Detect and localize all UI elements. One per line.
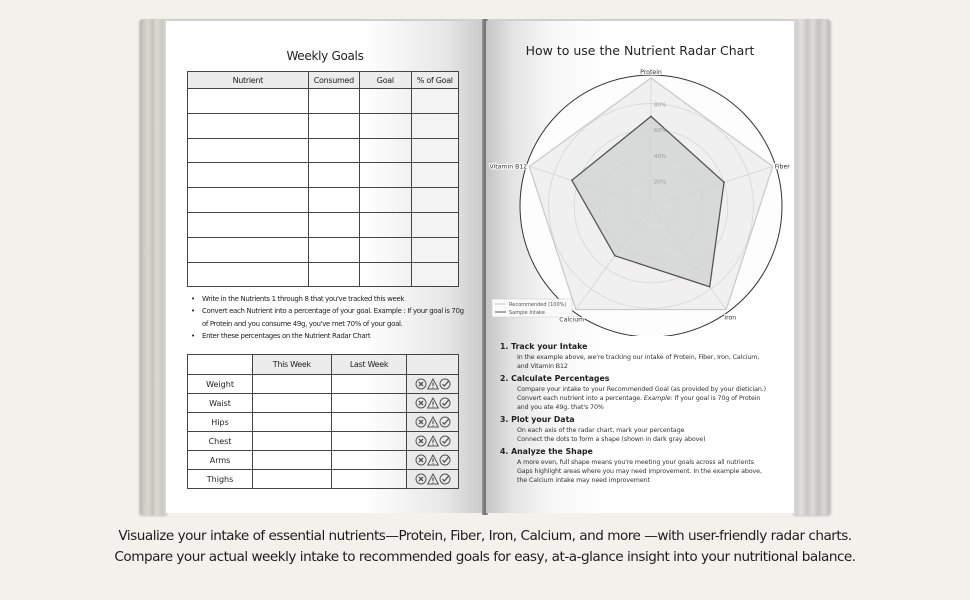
table-cell[interactable] bbox=[360, 138, 411, 163]
table-cell[interactable] bbox=[411, 212, 458, 237]
step-line: In the example above, we're tracking our intake of Protein, Fiber, Iron, Calcium, bbox=[517, 354, 760, 361]
last-week-cell[interactable] bbox=[331, 470, 407, 489]
warning-triangle-icon[interactable] bbox=[427, 399, 439, 408]
table-row bbox=[188, 237, 459, 262]
step-line: and you ate 49g, that's 70% bbox=[517, 404, 604, 411]
table-cell[interactable] bbox=[308, 188, 359, 213]
sample-intake-point bbox=[723, 181, 725, 183]
row-label: Weight bbox=[188, 375, 253, 394]
ring-tick-label: 60% bbox=[654, 128, 667, 135]
this-week-cell[interactable] bbox=[253, 394, 332, 413]
this-week-cell[interactable] bbox=[253, 375, 332, 394]
table-cell[interactable] bbox=[308, 113, 359, 138]
warning-triangle-icon[interactable] bbox=[427, 380, 439, 389]
table-cell[interactable] bbox=[188, 212, 309, 237]
page-title: Weekly Goals bbox=[286, 49, 364, 63]
status-icons bbox=[407, 451, 459, 470]
axis-label: Vitamin B12 bbox=[489, 163, 528, 171]
column-header: This Week bbox=[253, 355, 332, 375]
example-label: Example: bbox=[643, 395, 673, 402]
list-item: • Convert each Nutrient into a percentage of your goal. Example : If your goal is 70g of Protein and you consume 49g, you've met 70% of your goal. bbox=[188, 305, 468, 330]
table-cell[interactable] bbox=[188, 113, 309, 138]
row-label: Arms bbox=[188, 451, 253, 470]
table-cell[interactable] bbox=[360, 262, 411, 287]
x-circle-icon[interactable] bbox=[415, 418, 427, 427]
ring-tick-label: 40% bbox=[654, 153, 667, 160]
column-header: Consumed bbox=[308, 72, 359, 89]
sample-intake-point bbox=[709, 286, 711, 288]
step-body bbox=[500, 426, 790, 444]
legend-label: Recommended (100%) bbox=[509, 302, 567, 308]
instruction-steps bbox=[500, 339, 790, 485]
table-row bbox=[188, 451, 459, 470]
step-heading: 3. Plot your Data bbox=[500, 415, 575, 424]
legend-label: Sample Intake bbox=[509, 310, 545, 316]
table-cell[interactable] bbox=[411, 188, 458, 213]
sample-intake-point bbox=[614, 255, 616, 257]
row-label: Thighs bbox=[188, 470, 253, 489]
step-body bbox=[500, 458, 790, 485]
page-title: How to use the Nutrient Radar Chart bbox=[525, 43, 755, 58]
axis-label: Iron bbox=[724, 314, 737, 322]
table-cell[interactable] bbox=[188, 237, 309, 262]
table-cell[interactable] bbox=[308, 138, 359, 163]
column-header: Nutrient bbox=[188, 72, 309, 89]
ring-tick-label: 80% bbox=[654, 102, 667, 109]
this-week-cell[interactable] bbox=[253, 432, 332, 451]
column-header bbox=[407, 355, 459, 375]
last-week-cell[interactable] bbox=[331, 432, 407, 451]
ring-tick-label: 20% bbox=[654, 179, 667, 186]
table-row bbox=[188, 413, 459, 432]
step-line: A more even, full shape means you're meeting your goals across all nutrients bbox=[517, 459, 754, 466]
table-row bbox=[188, 375, 459, 394]
this-week-cell[interactable] bbox=[253, 413, 332, 432]
column-header: Last Week bbox=[331, 355, 407, 375]
caption-line-1: Visualize your intake of essential nutrients—Protein, Fiber, Iron, Calcium, and more —with user-friendly radar charts. bbox=[118, 528, 852, 544]
warning-triangle-icon[interactable] bbox=[427, 475, 439, 484]
column-header: Goal bbox=[360, 72, 411, 89]
step-line: Gaps highlight areas where you may need improvement. In the example above, bbox=[517, 468, 762, 475]
left-page bbox=[166, 21, 484, 513]
weekly-goals-table bbox=[187, 71, 459, 287]
table-cell[interactable] bbox=[308, 212, 359, 237]
column-header bbox=[188, 355, 253, 375]
step-line: and Vitamin B12 bbox=[517, 363, 568, 370]
nutrient-radar-chart bbox=[486, 61, 794, 336]
check-circle-icon[interactable] bbox=[439, 475, 451, 484]
table-cell[interactable] bbox=[188, 188, 309, 213]
axis-label: Fiber bbox=[774, 163, 790, 171]
sample-intake-point bbox=[650, 116, 652, 118]
sample-intake-point bbox=[571, 179, 573, 181]
check-circle-icon[interactable] bbox=[439, 399, 451, 408]
caption-line-2: Compare your actual weekly intake to recommended goals for easy, at-a-glance insight into your nutritional balance. bbox=[114, 549, 856, 565]
table-cell[interactable] bbox=[188, 138, 309, 163]
table-cell[interactable] bbox=[360, 163, 411, 188]
table-row bbox=[188, 470, 459, 489]
axis-label: Protein bbox=[640, 69, 662, 76]
table-row bbox=[188, 188, 459, 213]
step-body bbox=[500, 385, 790, 412]
table-cell[interactable] bbox=[360, 212, 411, 237]
last-week-cell[interactable] bbox=[331, 451, 407, 470]
check-circle-icon[interactable] bbox=[439, 437, 451, 446]
table-cell[interactable] bbox=[308, 89, 359, 114]
status-icons bbox=[407, 470, 459, 489]
step-heading: 4. Analyze the Shape bbox=[500, 447, 593, 456]
right-page bbox=[486, 21, 794, 513]
x-circle-icon[interactable] bbox=[415, 475, 427, 484]
x-circle-icon[interactable] bbox=[415, 456, 427, 465]
table-row bbox=[188, 394, 459, 413]
warning-triangle-icon[interactable] bbox=[427, 456, 439, 465]
x-circle-icon[interactable] bbox=[415, 380, 427, 389]
status-icons bbox=[407, 432, 459, 451]
measurements-table bbox=[187, 354, 459, 489]
x-circle-icon[interactable] bbox=[415, 437, 427, 446]
warning-triangle-icon[interactable] bbox=[427, 418, 439, 427]
step-heading: 2. Calculate Percentages bbox=[500, 374, 610, 383]
book-edge-right bbox=[792, 19, 830, 515]
table-cell[interactable] bbox=[411, 113, 458, 138]
table-row bbox=[188, 262, 459, 287]
step-line: On each axis of the radar chart, mark your percentage bbox=[517, 427, 685, 434]
step-heading: 1. Track your Intake bbox=[500, 342, 588, 351]
table-row bbox=[188, 163, 459, 188]
open-book bbox=[140, 19, 830, 515]
row-label: Hips bbox=[188, 413, 253, 432]
table-cell[interactable] bbox=[188, 89, 309, 114]
table-row bbox=[188, 432, 459, 451]
table-cell[interactable] bbox=[360, 188, 411, 213]
table-row bbox=[188, 212, 459, 237]
table-cell[interactable] bbox=[308, 163, 359, 188]
x-circle-icon[interactable] bbox=[415, 399, 427, 408]
last-week-cell[interactable] bbox=[331, 375, 407, 394]
check-circle-icon[interactable] bbox=[439, 418, 451, 427]
last-week-cell[interactable] bbox=[331, 394, 407, 413]
step-line: Compare your intake to your Recommended Goal (as provided by your dietician.) bbox=[517, 386, 766, 393]
example-text: If your goal is 70g of Protein bbox=[672, 395, 761, 402]
step-line: Convert each nutrient into a percentage. Example: If your goal is 70g of Protein bbox=[517, 395, 761, 402]
table-row bbox=[188, 89, 459, 114]
table-cell[interactable] bbox=[411, 138, 458, 163]
check-circle-icon[interactable] bbox=[439, 380, 451, 389]
table-cell[interactable] bbox=[360, 113, 411, 138]
warning-triangle-icon[interactable] bbox=[427, 437, 439, 446]
table-cell[interactable] bbox=[308, 262, 359, 287]
table-cell[interactable] bbox=[411, 237, 458, 262]
table-cell[interactable] bbox=[360, 89, 411, 114]
row-label: Chest bbox=[188, 432, 253, 451]
status-icons bbox=[407, 375, 459, 394]
table-cell[interactable] bbox=[308, 237, 359, 262]
table-cell[interactable] bbox=[188, 262, 309, 287]
check-circle-icon[interactable] bbox=[439, 456, 451, 465]
list-item: • Write in the Nutrients 1 through 8 that you've tracked this week bbox=[188, 293, 468, 305]
status-icons bbox=[407, 413, 459, 432]
row-label: Waist bbox=[188, 394, 253, 413]
step-line: the Calcium intake may need improvement bbox=[517, 477, 650, 484]
step-line: Connect the dots to form a shape (shown in dark gray above) bbox=[517, 436, 706, 443]
axis-label: Calcium bbox=[559, 316, 585, 324]
table-cell[interactable] bbox=[411, 89, 458, 114]
step-body bbox=[500, 353, 790, 371]
list-item: • Enter these percentages on the Nutrient Radar Chart bbox=[188, 330, 468, 342]
this-week-cell[interactable] bbox=[253, 470, 332, 489]
instructions-list bbox=[188, 293, 468, 342]
this-week-cell[interactable] bbox=[253, 451, 332, 470]
status-icons bbox=[407, 394, 459, 413]
book-edge-left bbox=[140, 19, 168, 515]
table-cell[interactable] bbox=[411, 163, 458, 188]
table-row bbox=[188, 113, 459, 138]
column-header: % of Goal bbox=[411, 72, 458, 89]
table-row bbox=[188, 138, 459, 163]
last-week-cell[interactable] bbox=[331, 413, 407, 432]
table-cell[interactable] bbox=[411, 262, 458, 287]
table-cell[interactable] bbox=[188, 163, 309, 188]
table-cell[interactable] bbox=[360, 237, 411, 262]
